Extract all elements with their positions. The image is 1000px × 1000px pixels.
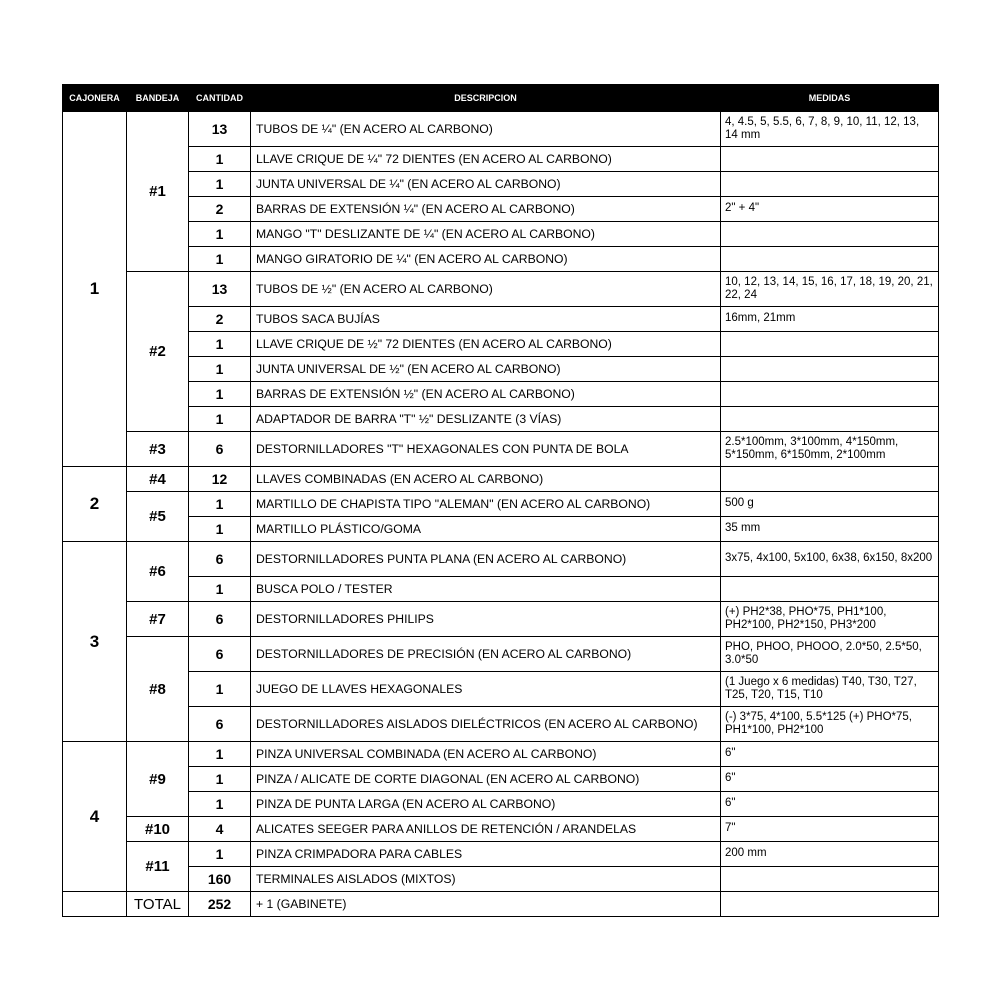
cantidad-cell: 160	[189, 867, 251, 892]
table-row	[63, 707, 939, 742]
descripcion-cell: TUBOS DE ¼" (EN ACERO AL CARBONO)	[251, 112, 721, 147]
medidas-cell	[721, 467, 939, 492]
medidas-cell: 200 mm	[721, 842, 939, 867]
cantidad-cell: 1	[189, 382, 251, 407]
table-row	[63, 197, 939, 222]
descripcion-cell: JUNTA UNIVERSAL DE ½" (EN ACERO AL CARBONO)	[251, 357, 721, 382]
cantidad-cell: 6	[189, 432, 251, 467]
table-row	[63, 602, 939, 637]
bandeja-cell: #3	[127, 432, 189, 467]
descripcion-cell: DESTORNILLADORES AISLADOS DIELÉCTRICOS (EN ACERO AL CARBONO)	[251, 707, 721, 742]
table-row	[63, 147, 939, 172]
descripcion-cell: MARTILLO DE CHAPISTA TIPO "ALEMAN" (EN ACERO AL CARBONO)	[251, 492, 721, 517]
descripcion-cell: DESTORNILLADORES PHILIPS	[251, 602, 721, 637]
descripcion-cell: PINZA / ALICATE DE CORTE DIAGONAL (EN ACERO AL CARBONO)	[251, 767, 721, 792]
cantidad-cell: 1	[189, 357, 251, 382]
cantidad-cell: 1	[189, 517, 251, 542]
cantidad-cell: 1	[189, 842, 251, 867]
medidas-cell: 6"	[721, 767, 939, 792]
descripcion-cell: JUEGO DE LLAVES HEXAGONALES	[251, 672, 721, 707]
cantidad-cell: 4	[189, 817, 251, 842]
header-cajonera: CAJONERA	[63, 85, 127, 112]
descripcion-cell: PINZA DE PUNTA LARGA (EN ACERO AL CARBONO)	[251, 792, 721, 817]
cantidad-cell: 12	[189, 467, 251, 492]
table-row	[63, 517, 939, 542]
table-row	[63, 792, 939, 817]
table-row	[63, 432, 939, 467]
medidas-cell: (+) PH2*38, PHO*75, PH1*100, PH2*100, PH2*150, PH3*200	[721, 602, 939, 637]
cantidad-cell: 1	[189, 222, 251, 247]
medidas-cell: (-) 3*75, 4*100, 5.5*125 (+) PHO*75, PH1*100, PH2*100	[721, 707, 939, 742]
cantidad-cell: 1	[189, 407, 251, 432]
bandeja-cell: #4	[127, 467, 189, 492]
medidas-cell: 16mm, 21mm	[721, 307, 939, 332]
table-row	[63, 407, 939, 432]
table-row	[63, 542, 939, 577]
cantidad-cell: 6	[189, 707, 251, 742]
medidas-cell	[721, 147, 939, 172]
medidas-cell: 500 g	[721, 492, 939, 517]
descripcion-cell: BARRAS DE EXTENSIÓN ¼" (EN ACERO AL CARBONO)	[251, 197, 721, 222]
bandeja-cell: #10	[127, 817, 189, 842]
table-row	[63, 247, 939, 272]
medidas-cell: 2" + 4"	[721, 197, 939, 222]
table-row	[63, 357, 939, 382]
cajonera-cell: 4	[63, 742, 127, 892]
table-row	[63, 382, 939, 407]
table-row	[63, 867, 939, 892]
descripcion-cell: MARTILLO PLÁSTICO/GOMA	[251, 517, 721, 542]
cantidad-cell: 6	[189, 542, 251, 577]
table-row	[63, 112, 939, 147]
bandeja-cell: #5	[127, 492, 189, 542]
table-row	[63, 332, 939, 357]
medidas-cell	[721, 332, 939, 357]
table-row	[63, 637, 939, 672]
descripcion-cell: LLAVE CRIQUE DE ½" 72 DIENTES (EN ACERO AL CARBONO)	[251, 332, 721, 357]
bandeja-cell: #11	[127, 842, 189, 892]
table-row	[63, 742, 939, 767]
table-row	[63, 307, 939, 332]
cantidad-cell: 1	[189, 742, 251, 767]
cantidad-cell: 6	[189, 637, 251, 672]
header-bandeja: BANDEJA	[127, 85, 189, 112]
cantidad-cell: 2	[189, 307, 251, 332]
descripcion-cell: TUBOS SACA BUJÍAS	[251, 307, 721, 332]
cajonera-cell-empty	[63, 892, 127, 917]
descripcion-cell: + 1 (GABINETE)	[251, 892, 721, 917]
cantidad-cell: 1	[189, 672, 251, 707]
descripcion-cell: ALICATES SEEGER PARA ANILLOS DE RETENCIÓN / ARANDELAS	[251, 817, 721, 842]
table-row	[63, 272, 939, 307]
table-row	[63, 467, 939, 492]
descripcion-cell: BUSCA POLO / TESTER	[251, 577, 721, 602]
medidas-cell: 6"	[721, 792, 939, 817]
medidas-cell	[721, 357, 939, 382]
medidas-cell: 3x75, 4x100, 5x100, 6x38, 6x150, 8x200	[721, 542, 939, 577]
cantidad-cell: 13	[189, 272, 251, 307]
cantidad-cell: 1	[189, 492, 251, 517]
medidas-cell: 35 mm	[721, 517, 939, 542]
medidas-cell	[721, 222, 939, 247]
bandeja-cell: #6	[127, 542, 189, 602]
descripcion-cell: PINZA CRIMPADORA PARA CABLES	[251, 842, 721, 867]
descripcion-cell: LLAVES COMBINADAS (EN ACERO AL CARBONO)	[251, 467, 721, 492]
medidas-cell: PHO, PHOO, PHOOO, 2.0*50, 2.5*50, 3.0*50	[721, 637, 939, 672]
descripcion-cell: TERMINALES AISLADOS (MIXTOS)	[251, 867, 721, 892]
medidas-cell	[721, 172, 939, 197]
descripcion-cell: MANGO GIRATORIO DE ¼" (EN ACERO AL CARBONO)	[251, 247, 721, 272]
bandeja-cell: #9	[127, 742, 189, 817]
table-row	[63, 492, 939, 517]
cantidad-cell: 1	[189, 172, 251, 197]
medidas-cell: 10, 12, 13, 14, 15, 16, 17, 18, 19, 20, 21, 22, 24	[721, 272, 939, 307]
medidas-cell	[721, 247, 939, 272]
total-row	[63, 892, 939, 917]
table-row	[63, 172, 939, 197]
descripcion-cell: BARRAS DE EXTENSIÓN ½" (EN ACERO AL CARBONO)	[251, 382, 721, 407]
bandeja-cell: #8	[127, 637, 189, 742]
inventory-table	[62, 84, 939, 917]
table-row	[63, 817, 939, 842]
descripcion-cell: DESTORNILLADORES DE PRECISIÓN (EN ACERO AL CARBONO)	[251, 637, 721, 672]
descripcion-cell: DESTORNILLADORES "T" HEXAGONALES CON PUNTA DE BOLA	[251, 432, 721, 467]
descripcion-cell: LLAVE CRIQUE DE ¼" 72 DIENTES (EN ACERO AL CARBONO)	[251, 147, 721, 172]
cajonera-cell: 2	[63, 467, 127, 542]
bandeja-cell: #7	[127, 602, 189, 637]
descripcion-cell: PINZA UNIVERSAL COMBINADA (EN ACERO AL CARBONO)	[251, 742, 721, 767]
cantidad-cell: 1	[189, 147, 251, 172]
total-quantity: 252	[189, 892, 251, 917]
medidas-cell	[721, 382, 939, 407]
total-label: TOTAL	[127, 892, 189, 917]
table-row	[63, 222, 939, 247]
cantidad-cell: 1	[189, 332, 251, 357]
cantidad-cell: 1	[189, 792, 251, 817]
medidas-cell: 2.5*100mm, 3*100mm, 4*150mm, 5*150mm, 6*150mm, 2*100mm	[721, 432, 939, 467]
bandeja-cell: #2	[127, 272, 189, 432]
medidas-cell	[721, 407, 939, 432]
cajonera-cell: 1	[63, 112, 127, 467]
cantidad-cell: 1	[189, 577, 251, 602]
descripcion-cell: ADAPTADOR DE BARRA "T" ½" DESLIZANTE (3 VÍAS)	[251, 407, 721, 432]
header-descripcion: DESCRIPCION	[251, 85, 721, 112]
cantidad-cell: 6	[189, 602, 251, 637]
table-row	[63, 767, 939, 792]
table-row	[63, 672, 939, 707]
table-row	[63, 577, 939, 602]
cantidad-cell: 1	[189, 247, 251, 272]
medidas-cell	[721, 867, 939, 892]
medidas-cell: 4, 4.5, 5, 5.5, 6, 7, 8, 9, 10, 11, 12, 13, 14 mm	[721, 112, 939, 147]
cantidad-cell: 13	[189, 112, 251, 147]
descripcion-cell: TUBOS DE ½" (EN ACERO AL CARBONO)	[251, 272, 721, 307]
medidas-cell: 7"	[721, 817, 939, 842]
medidas-cell: 6"	[721, 742, 939, 767]
cajonera-cell: 3	[63, 542, 127, 742]
header-row	[63, 85, 939, 112]
header-medidas: MEDIDAS	[721, 85, 939, 112]
descripcion-cell: JUNTA UNIVERSAL DE ¼" (EN ACERO AL CARBONO)	[251, 172, 721, 197]
medidas-cell	[721, 577, 939, 602]
bandeja-cell: #1	[127, 112, 189, 272]
descripcion-cell: MANGO "T" DESLIZANTE DE ¼" (EN ACERO AL CARBONO)	[251, 222, 721, 247]
header-cantidad: CANTIDAD	[189, 85, 251, 112]
medidas-cell: (1 Juego x 6 medidas) T40, T30, T27, T25, T20, T15, T10	[721, 672, 939, 707]
table-row	[63, 842, 939, 867]
cantidad-cell: 2	[189, 197, 251, 222]
cantidad-cell: 1	[189, 767, 251, 792]
medidas-cell	[721, 892, 939, 917]
descripcion-cell: DESTORNILLADORES PUNTA PLANA (EN ACERO AL CARBONO)	[251, 542, 721, 577]
